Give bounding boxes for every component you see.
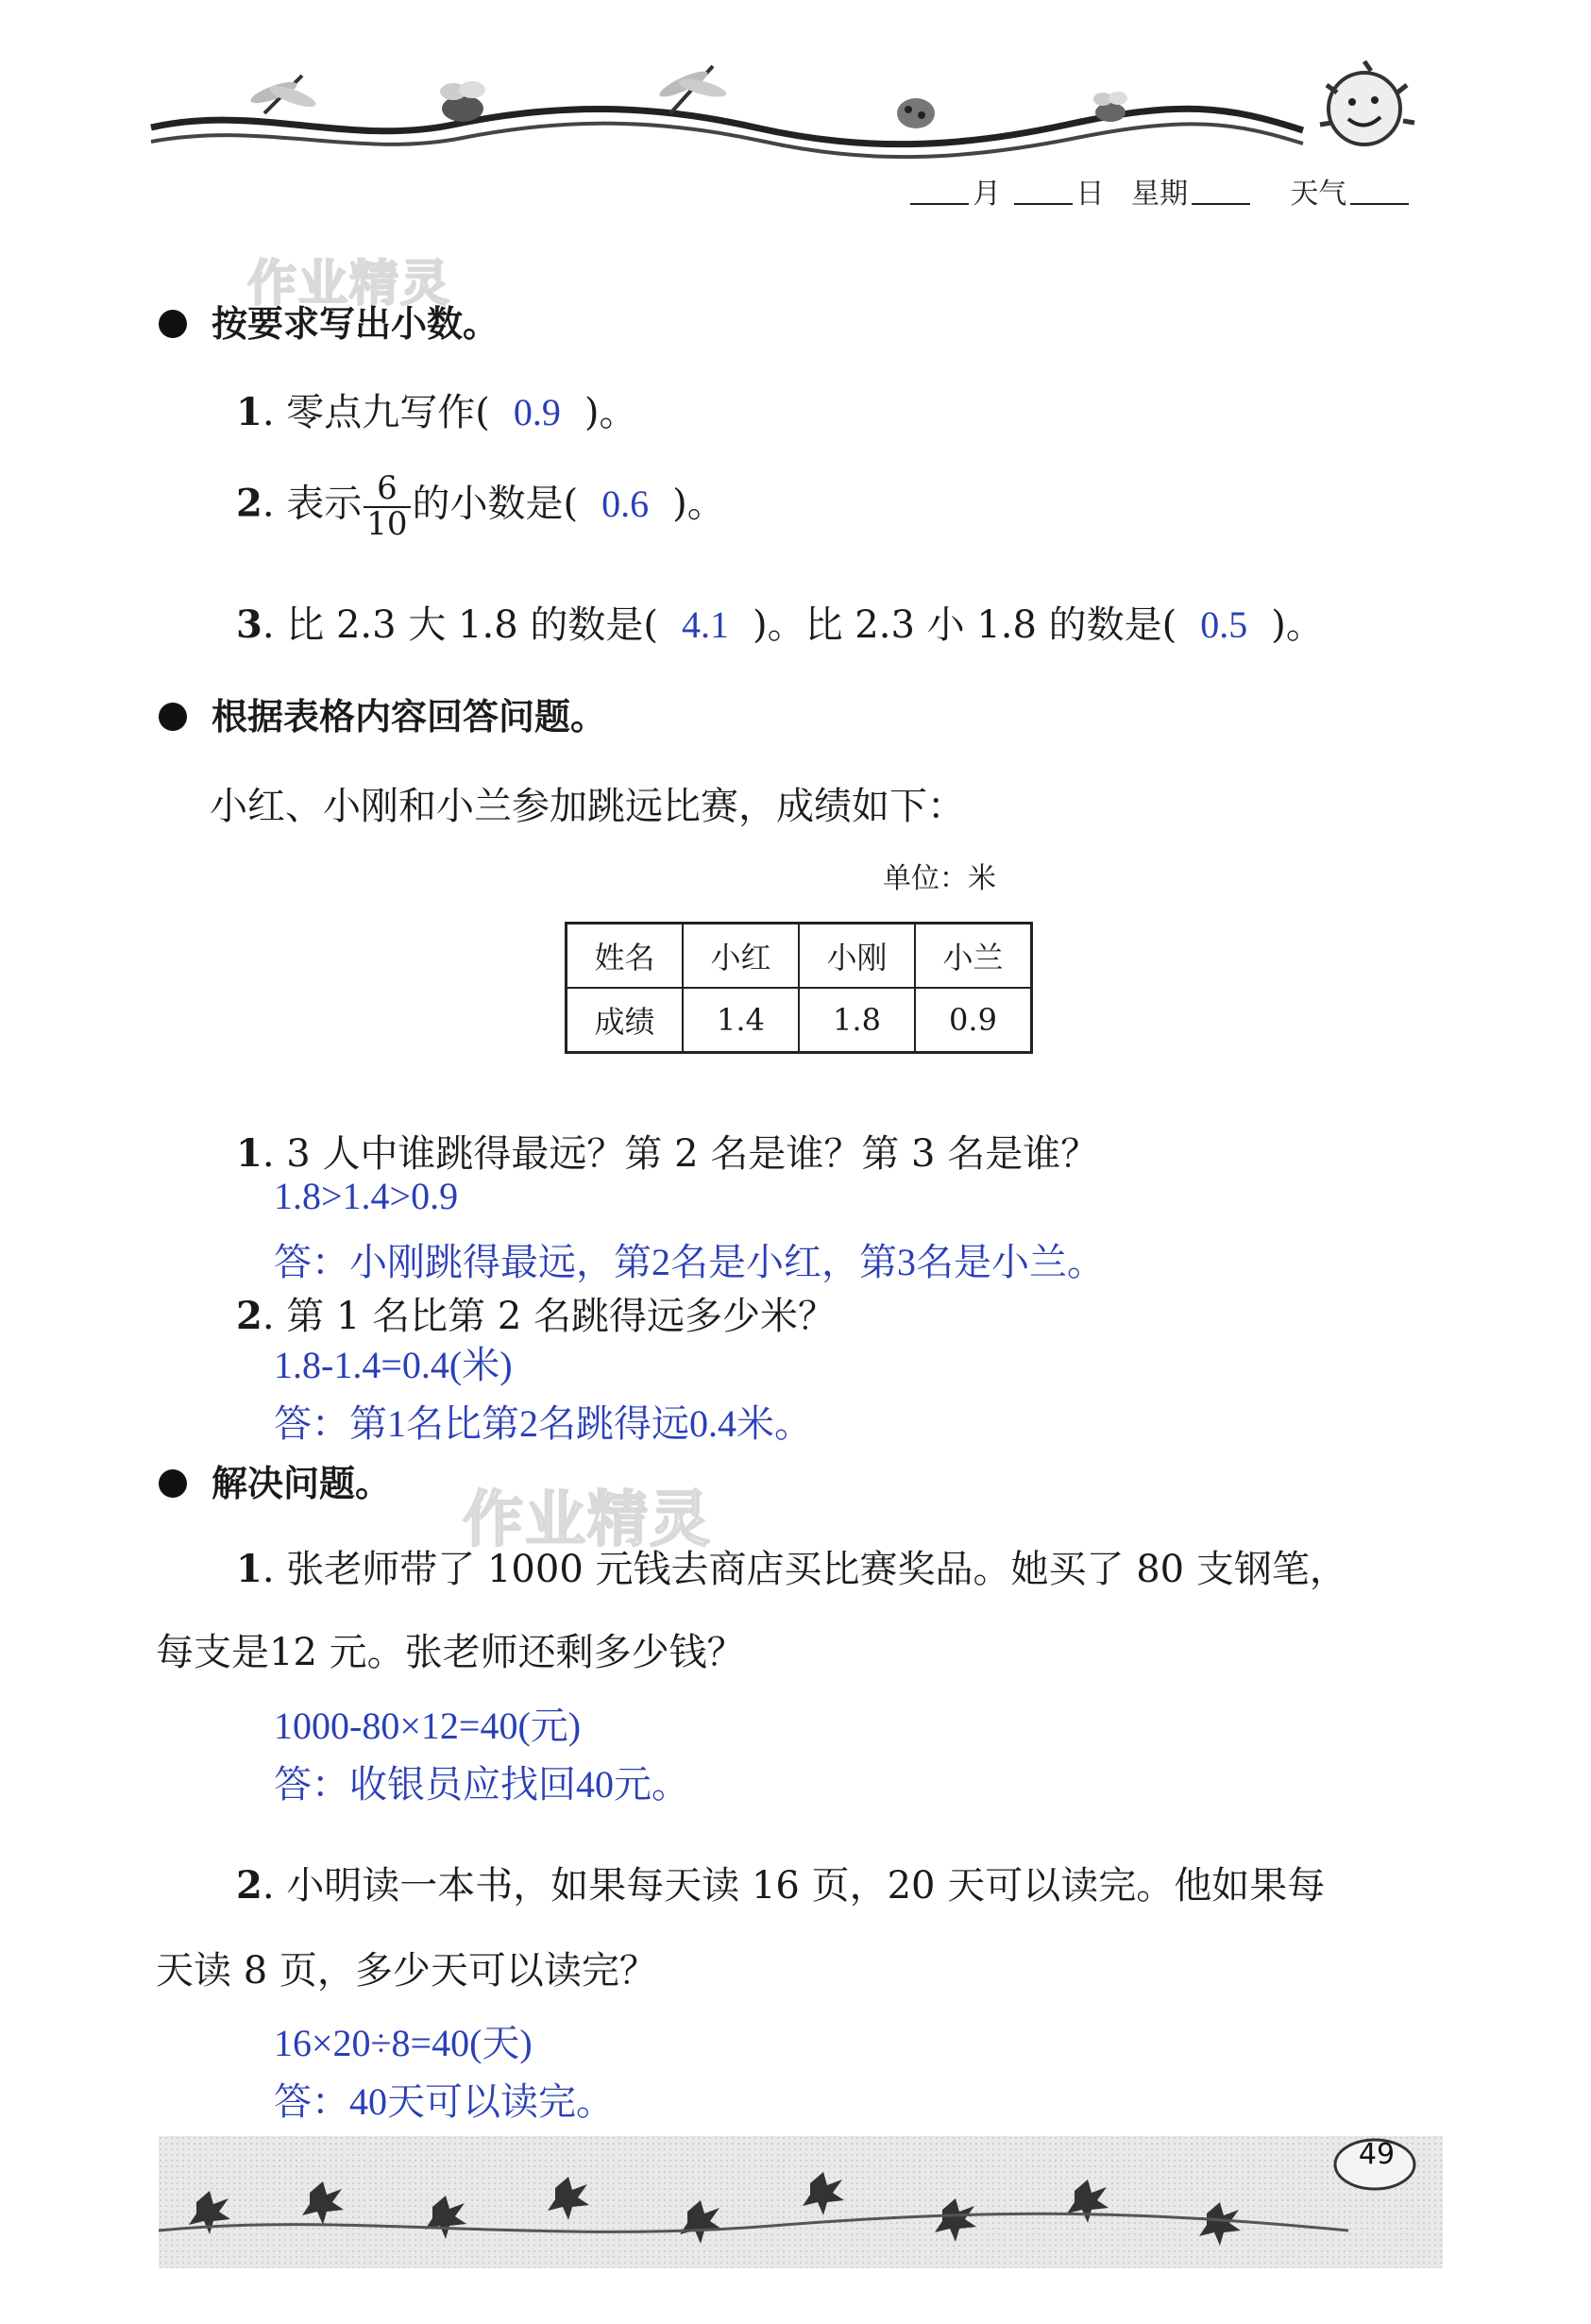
ladybug-icon [897, 98, 935, 128]
table-intro: 小红、小刚和小兰参加跳远比赛，成绩如下： [210, 785, 965, 828]
dragonfly-icon [657, 66, 728, 113]
page-number: 49 [1358, 2138, 1396, 2171]
month-label: 月 [973, 178, 1001, 211]
footer-leaves-illustration [159, 2136, 1443, 2268]
question-3-1: 1. 张老师带了 1000 元钱去商店买比赛奖品。她买了 80 支钢笔， [236, 1547, 1347, 1591]
bee-icon [1093, 92, 1127, 122]
answer-line: 答：小刚跳得最远，第2名是小红，第3名是小兰。 [274, 1241, 1105, 1283]
watermark: 作业精灵 [463, 1485, 712, 1555]
table-cell: 姓名 [567, 924, 684, 989]
work-line: 1000-80×12=40(元) [274, 1705, 582, 1747]
section-title-3: 解决问题。 [159, 1454, 391, 1506]
table-cell: 小刚 [799, 924, 915, 989]
question-3-1-cont: 每支是12 元。张老师还剩多少钱？ [156, 1631, 745, 1674]
question-1-3: 3. 比 2.3 大 1.8 的数是( 4.1 )。比 2.3 小 1.8 的数是( 0.5 )。 [236, 602, 1324, 647]
table-cell: 1.8 [799, 988, 915, 1053]
header-insects-illustration [142, 38, 1454, 179]
answer: 0.5 [1200, 603, 1248, 646]
question-2-1: 1. 3 人中谁跳得最远？第 2 名是谁？第 3 名是谁？ [236, 1131, 1099, 1176]
date-weather-line [906, 170, 1413, 212]
table-cell: 成绩 [567, 988, 684, 1053]
answer-line: 答：40天可以读完。 [274, 2080, 614, 2123]
work-line: 1.8-1.4=0.4(米) [274, 1344, 513, 1386]
table-cell: 0.9 [915, 988, 1032, 1053]
score-table [565, 922, 1033, 1054]
section-title-1: 按要求写出小数。 [159, 295, 499, 347]
answer: 0.6 [601, 482, 650, 525]
answer: 0.9 [513, 391, 561, 433]
bullet-icon [159, 703, 187, 731]
answer-line: 答：第1名比第2名跳得远0.4米。 [274, 1402, 812, 1445]
watermark: 作业精灵 [247, 256, 452, 313]
question-3-2-cont: 天读 8 页，多少天可以读完？ [156, 1949, 657, 1993]
fraction: $\frac{6}{10}$ [364, 472, 410, 541]
question-1-2: 2. 表示 $\frac{6}{10}$ 的小数是( 0.6 )。 [236, 469, 725, 543]
sun-icon [1320, 61, 1414, 144]
work-line: 16×20÷8=40(天) [274, 2022, 533, 2064]
question-3-2: 2. 小明读一本书，如果每天读 16 页，20 天可以读完。他如果每 [236, 1863, 1326, 1908]
day-label: 日 [1075, 178, 1105, 211]
bee-icon [440, 81, 485, 122]
work-line: 1.8>1.4>0.9 [274, 1175, 459, 1217]
table-row [567, 988, 1032, 1053]
dragonfly-icon [248, 76, 318, 113]
weekday-label: 星期 [1131, 178, 1189, 211]
answer-line: 答：收银员应找回40元。 [274, 1763, 689, 1806]
bullet-icon [159, 310, 187, 338]
table-cell: 1.4 [683, 988, 799, 1053]
table-cell: 小兰 [915, 924, 1032, 989]
section-title-2: 根据表格内容回答问题。 [159, 687, 606, 739]
answer: 4.1 [681, 603, 729, 646]
table-cell: 小红 [683, 924, 799, 989]
question-1-1: 1. 零点九写作( 0.9 )。 [236, 390, 637, 434]
weather-label: 天气 [1290, 178, 1347, 211]
question-2-2: 2. 第 1 名比第 2 名跳得远多少米？ [236, 1294, 837, 1338]
table-header-row [567, 924, 1032, 989]
unit-label: 单位：米 [883, 862, 996, 895]
bullet-icon [159, 1469, 187, 1498]
